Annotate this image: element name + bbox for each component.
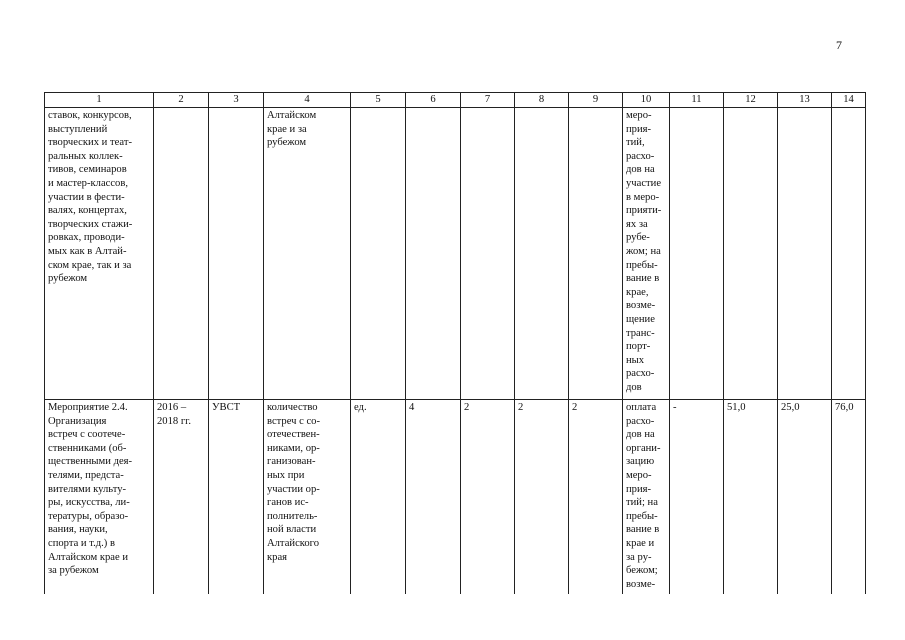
cell-activity: ставок, конкурсов, выступлений творческих и теат- ральных коллек- тивов, семинаров и мастер-классов, участии в фести- валях, концертах, творческих стажи- ровках, проводи- мых как в Алтай- ском крае, так и за рубежом xyxy=(45,108,154,400)
cell-value xyxy=(832,108,866,400)
cell-executor xyxy=(209,108,264,400)
cell-value: 2 xyxy=(461,400,515,595)
cell-value: 4 xyxy=(406,400,461,595)
table-row xyxy=(45,400,866,595)
cell-value: 2 xyxy=(569,400,623,595)
col-header: 14 xyxy=(832,93,866,108)
col-header: 6 xyxy=(406,93,461,108)
cell-value xyxy=(670,108,724,400)
cell-value: 76,0 xyxy=(832,400,866,595)
table-row xyxy=(45,108,866,400)
col-header: 7 xyxy=(461,93,515,108)
cell-value: 51,0 xyxy=(724,400,778,595)
cell-expense-direction: оплата расхо- дов на органи- зацию меро- прия- тий; на пребы- вание в крае и за ру- бежом; возме- xyxy=(623,400,670,595)
cell-value: 2 xyxy=(515,400,569,595)
col-header: 11 xyxy=(670,93,724,108)
page-number: 7 xyxy=(836,38,842,52)
cell-activity: Мероприятие 2.4. Организация встреч с соотече- ственниками (об- щественными дея- телями, предста- вителями культу- ры, искусства, ли- тературы, образо- вания, науки, спорта и т.д.) в Алтайском крае и за рубежом xyxy=(45,400,154,595)
col-header: 10 xyxy=(623,93,670,108)
col-header: 5 xyxy=(351,93,406,108)
col-header: 8 xyxy=(515,93,569,108)
col-header: 12 xyxy=(724,93,778,108)
col-header: 1 xyxy=(45,93,154,108)
cell-value xyxy=(724,108,778,400)
col-header: 4 xyxy=(264,93,351,108)
table-header-row xyxy=(45,93,866,108)
cell-value xyxy=(461,108,515,400)
col-header: 3 xyxy=(209,93,264,108)
col-header: 13 xyxy=(778,93,832,108)
cell-unit: ед. xyxy=(351,400,406,595)
cell-value xyxy=(406,108,461,400)
col-header: 9 xyxy=(569,93,623,108)
cell-executor: УВСТ xyxy=(209,400,264,595)
cell-value: - xyxy=(670,400,724,595)
program-table xyxy=(44,92,866,594)
cell-value xyxy=(569,108,623,400)
cell-indicator: количество встреч с со- отечествен- никами, ор- ганизован- ных при участии ор- ганов ис- полнитель- ной власти Алтайского края xyxy=(264,400,351,595)
cell-value: 25,0 xyxy=(778,400,832,595)
cell-unit xyxy=(351,108,406,400)
cell-expense-direction: меро- прия- тий, расхо- дов на участие в меро- прияти- ях за рубе- жом; на пребы- вание в крае, возме- щение транс- порт- ных расхо- дов xyxy=(623,108,670,400)
cell-value xyxy=(515,108,569,400)
cell-indicator: Алтайском крае и за рубежом xyxy=(264,108,351,400)
col-header: 2 xyxy=(154,93,209,108)
cell-period: 2016 – 2018 гг. xyxy=(154,400,209,595)
cell-value xyxy=(778,108,832,400)
cell-period xyxy=(154,108,209,400)
